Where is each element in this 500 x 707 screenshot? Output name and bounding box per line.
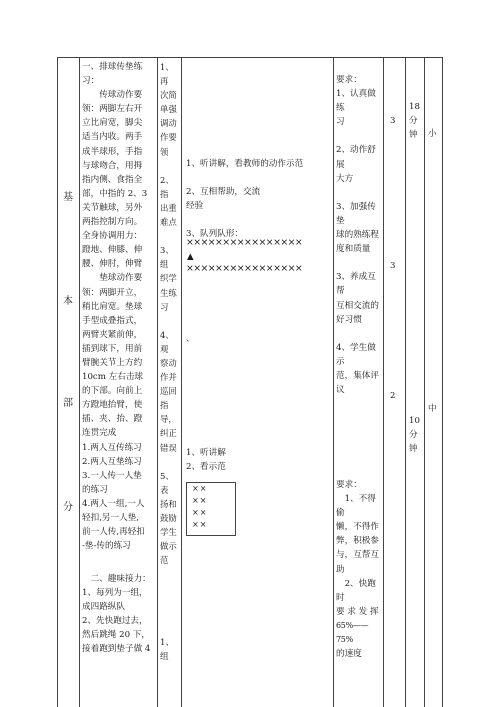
section-label-1: 基 [63, 192, 73, 203]
count-3: 2 [390, 391, 396, 401]
student-text-2: 1、听讲解 2、看示范 [186, 448, 226, 473]
section-label-2: 本 [63, 296, 73, 307]
teacher-text-bottom: 1、组 [160, 638, 175, 663]
count-1: 3 [390, 116, 396, 126]
content-text: 一、排球传垫练 习： 传球动作要 领：两脚左右开 立比肩宽，脚尖 适当内收。两手 成半球形，手指 与球吻合，用拇 指内侧、食指全 部，中指的 2、3 关节触球，另外 两指控制方向。 全身协调用力： 蹬地、伸膝、伸 腰、伸肘，伸臂 垫球动作要 领：两脚开立， 稍比肩宽。垫球 手型成叠指式， 两臂夹紧前伸， 插到球下，用前 臂腕关节上方约 10cm 左右击球 的下部。向前上 方蹬地抬臂，使 插、夹、抬、蹬 连贯完成 1.两人互传练习 2.两人互垫练习 3.一人传一人垫 的练习 4.两人一组,一人 轻扣,另一人垫, 前一人传,再轻扣 -垫-传的练习 [82, 62, 148, 552]
student-text: 1、听讲解，看教师的动作示范 2、互相帮助，交流 经验 3、队列队形： [186, 159, 304, 240]
table-divider-7 [424, 57, 425, 707]
count-2: 3 [390, 261, 396, 271]
formation-grid: ×× ×× ×× ×× [186, 482, 236, 536]
table-border-right [442, 57, 443, 707]
duration-1: 18 分 钟 [409, 102, 420, 141]
intensity-2: 中 [428, 404, 437, 414]
table-divider-5 [383, 57, 384, 707]
teacher-text: 1、再 次简 单强 调动 作要 领 2、指 出重 难点 3、组 织学 生练 习 4、观 察动 作并 巡回 指 导， 纠正 错误 5、表 扬和 鼓励 学生 做示 范 [160, 62, 177, 566]
stray-comma: 、 [186, 334, 195, 344]
table-divider-1 [79, 57, 80, 707]
section-label-4: 分 [63, 502, 73, 513]
duration-2: 10 分 钟 [409, 416, 420, 455]
table-divider-6 [405, 57, 406, 707]
table-border-left [57, 57, 58, 707]
requirement-text-2: 要求： 1、不得偷 懒，不得作 弊，积极参 与，互帮互 助 2、快跑时 要 求 发 挥 65%——75% 的速度 [336, 480, 379, 660]
content-text-relay: 二、趣味接力： 1、每列为一组， 成四路纵队 2、先快跑过去， 然后跳绳 20 下， 接着跑到垫子做 4 [82, 574, 151, 655]
formation-row-1: ×××××××××××××××× [186, 237, 303, 248]
table-divider-2 [157, 57, 158, 707]
section-label-3: 部 [63, 398, 73, 409]
teacher-position-marker: ▲ [187, 252, 194, 262]
requirement-text: 要求： 1、认真做练 习 2、动作舒展 大方 3、加强传垫 球的熟练程 度和质量 3、养成互帮 互相交流的 好习惯 4、学生做示 范，集体评 议 [336, 75, 379, 396]
table-border-top [57, 57, 443, 58]
table-divider-4 [333, 57, 334, 707]
intensity-1: 小 [428, 129, 437, 139]
formation-row-2: ×××××××××××××××× [186, 263, 303, 274]
